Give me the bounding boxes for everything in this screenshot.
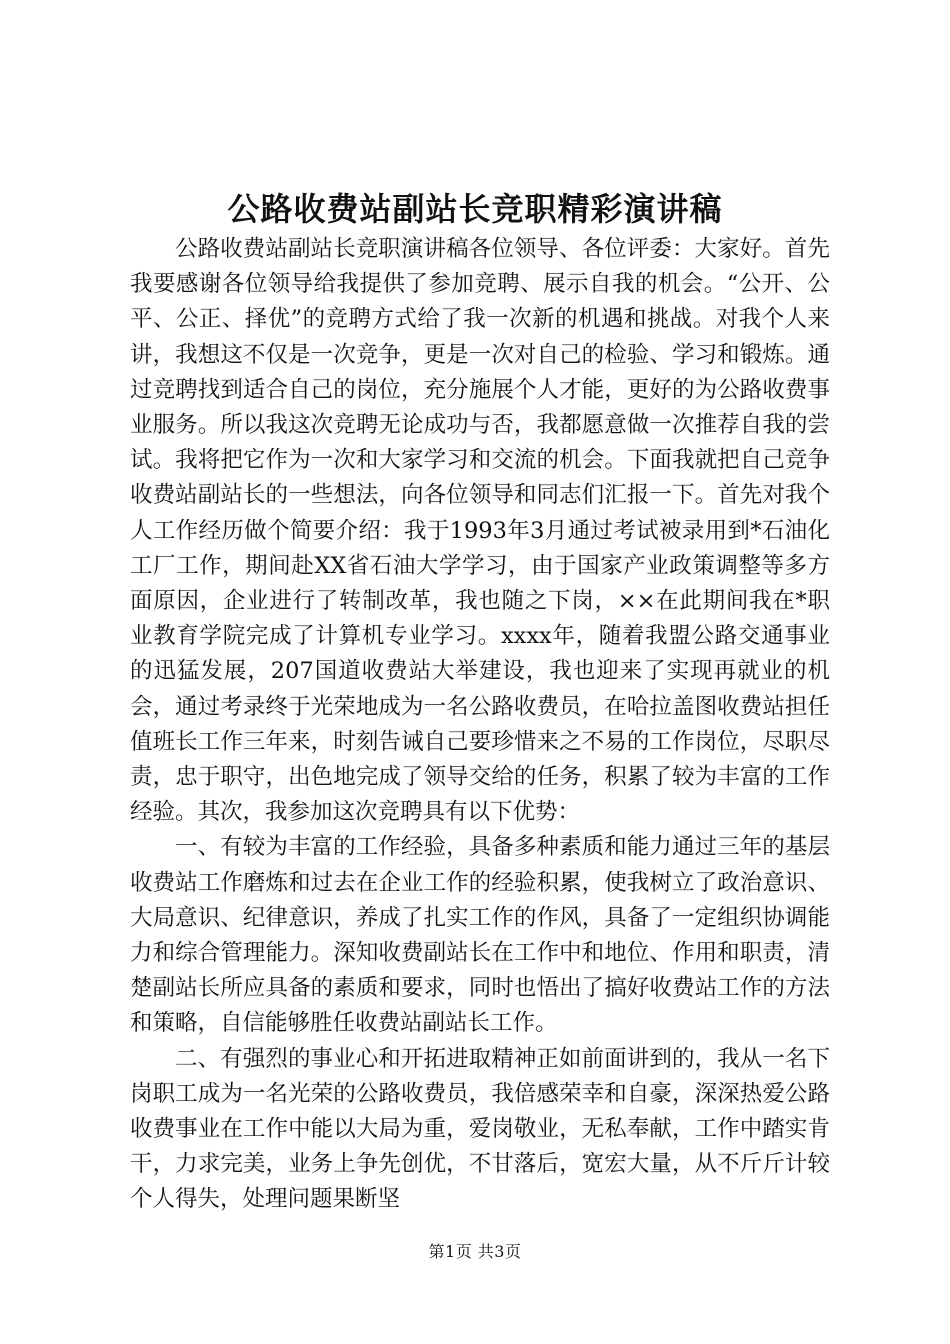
document-body — [130, 232, 830, 1218]
paragraph-advantage-two: 二、有强烈的事业心和开拓进取精神正如前面讲到的，我从一名下岗职工成为一名光荣的公路收费员，我倍感荣幸和自豪，深深热爱公路收费事业在工作中能以大局为重，爱岗敬业，无私奉献，工作中踏实肯干，力求完美，业务上争先创优，不甘落后，宽宏大量，从不斤斤计较个人得失，处理问题果断坚 — [130, 1045, 830, 1213]
page-footer: 第1页 共3页 — [428, 1242, 522, 1261]
document-title: 公路收费站副站长竞职精彩演讲稿 — [227, 190, 723, 228]
paragraph-advantage-one: 一、有较为丰富的工作经验，具备多种素质和能力通过三年的基层收费站工作磨炼和过去在企业工作的经验积累，使我树立了政治意识、大局意识、纪律意识，养成了扎实工作的作风，具备了一定组织协调能力和综合管理能力。深知收费副站长在工作中和地位、作用和职责，清楚副站长所应具备的素质和要求，同时也悟出了搞好收费站工作的方法和策略，自信能够胜任收费站副站长工作。 — [130, 834, 830, 1037]
paragraph-intro: 公路收费站副站长竞职演讲稿各位领导、各位评委：大家好。首先我要感谢各位领导给我提供了参加竞聘、展示自我的机会。“公开、公平、公正、择优”的竞聘方式给了我一次新的机遇和挑战。对我个人来讲，我想这不仅是一次竞争，更是一次对自己的检验、学习和锻炼。通过竞聘找到适合自己的岗位，充分施展个人才能，更好的为公路收费事业服务。所以我这次竞聘无论成功与否，我都愿意做一次推荐自我的尝试。我将把它作为一次和大家学习和交流的机会。下面我就把自己竞争收费站副站长的一些想法，向各位领导和同志们汇报一下。首先对我个人工作经历做个简要介绍：我于1993年3月通过考试被录用到*石油化工厂工作，期间赴XX省石油大学学习，由于国家产业政策调整等多方面原因，企业进行了转制改革，我也随之下岗，××在此期间我在*职业教育学院完成了计算机专业学习。xxxx年，随着我盟公路交通事业的迅猛发展，207国道收费站大举建设，我也迎来了实现再就业的机会，通过考录终于光荣地成为一名公路收费员，在哈拉盖图收费站担任值班长工作三年来，时刻告诫自己要珍惜来之不易的工作岗位，尽职尽责，忠于职守，出色地完成了领导交给的任务，积累了较为丰富的工作经验。其次，我参加这次竞聘具有以下优势： — [130, 236, 830, 826]
